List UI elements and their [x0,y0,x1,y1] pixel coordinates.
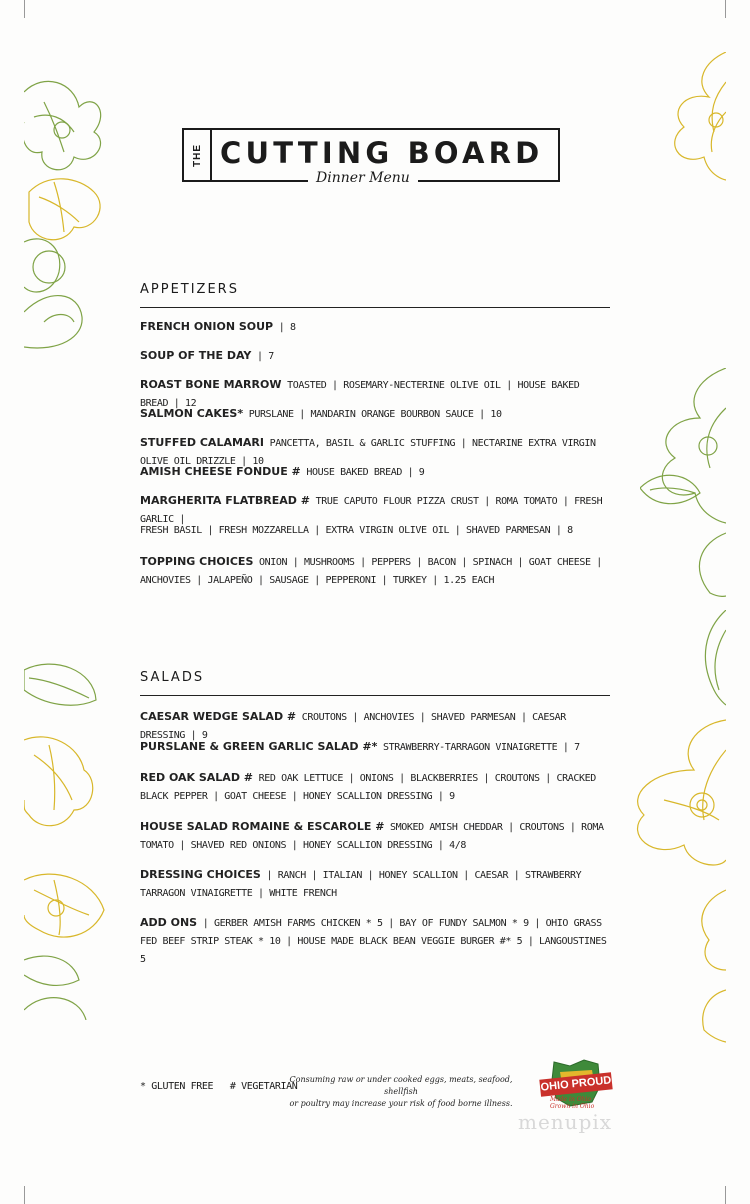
menu-item [140,553,612,590]
item-name: AMISH CHEESE FONDUE # [140,465,301,478]
item-description: TRUE CAPUTO FLOUR PIZZA CRUST | ROMA TOMATO | FRESH GARLIC | [140,496,603,525]
item-description: PURSLANE | MANDARIN ORANGE BOURBON SAUCE | 10 [243,409,502,420]
logo-title: CUTTING BOARD [220,136,544,170]
item-description: HOUSE BAKED BREAD | 9 [300,467,425,478]
item-name: SOUP OF THE DAY [140,349,252,362]
item-name: FRENCH ONION SOUP [140,320,274,333]
floral-right-bottom-illustration [624,610,726,1050]
crop-mark [725,1186,726,1204]
crop-mark [24,0,25,18]
item-description: RED OAK LETTUCE | ONIONS | BLACKBERRIES | CROUTONS | CRACKED BLACK PEPPER | GOAT CHEESE | HONEY SCALLION DRESSING | 9 [140,773,596,802]
badge-label: OHIO PROUD [539,1072,612,1096]
menu-item [140,347,612,366]
crop-mark [24,1186,25,1204]
item-name: STUFFED CALAMARI [140,436,264,449]
item-name: SALMON CAKES* [140,407,244,420]
item-name: ROAST BONE MARROW [140,378,282,391]
salads-heading: SALADS [140,670,205,685]
menu-item [140,738,612,757]
menu-item [140,405,612,424]
item-name: RED OAK SALAD # [140,771,254,784]
menu-item [140,866,612,903]
item-name: CAESAR WEDGE SALAD # [140,710,297,723]
logo-the-label: THE [191,143,203,167]
item-description: | 8 [273,322,296,333]
watermark: menupix [518,1110,613,1134]
item-description: ONION | MUSHROOMS | PEPPERS | BACON | SPINACH | GOAT CHEESE | ANCHOVIES | JALAPEÑO | SAUSAGE | PEPPERONI | TURKEY | 1.25 EACH [140,557,602,586]
menu-item-continued [140,521,612,540]
item-description: STRAWBERRY-TARRAGON VINAIGRETTE | 7 [377,742,580,753]
disclaimer-line: Consuming raw or under cooked eggs, meats, seafood, shellfish [289,1075,513,1096]
menu-item [140,463,612,482]
dietary-legend: * GLUTEN FREE # VEGETARIAN [140,1081,298,1092]
appetizers-divider [140,307,610,308]
menu-item [140,769,612,806]
floral-right-mid-illustration [640,368,726,598]
health-disclaimer [283,1074,519,1110]
badge-subtext: Made in Ohio · Grown in Ohio [550,1096,595,1110]
salads-divider [140,695,610,696]
item-description: PANCETTA, BASIL & GARLIC STUFFING | NECTARINE EXTRA VIRGIN OLIVE OIL DRIZZLE | 10 [140,438,596,467]
ohio-proud-badge [540,1058,612,1108]
item-description: | RANCH | ITALIAN | HONEY SCALLION | CAESAR | STRAWBERRY TARRAGON VINAIGRETTE | WHITE FRENCH [140,870,582,899]
item-description: FRESH BASIL | FRESH MOZZARELLA | EXTRA VIRGIN OLIVE OIL | SHAVED PARMESAN | 8 [140,525,573,536]
menu-item [140,318,612,337]
floral-left-bottom-illustration [24,660,110,1020]
item-name: MARGHERITA FLATBREAD # [140,494,310,507]
floral-left-top-illustration [24,72,110,352]
crop-mark [725,0,726,18]
item-description: | GERBER AMISH FARMS CHICKEN * 5 | BAY OF FUNDY SALMON * 9 | OHIO GRASS FED BEEF STRIP STEAK * 10 | HOUSE MADE BLACK BEAN VEGGIE BURGER #* 5 | LANGOUSTINES 5 [140,918,607,965]
brand-logo [182,128,560,186]
menu-subtitle: Dinner Menu [308,170,418,186]
item-description: CROUTONS | ANCHOVIES | SHAVED PARMESAN | CAESAR DRESSING | 9 [140,712,566,741]
item-description: | 7 [251,351,274,362]
item-description: SMOKED AMISH CHEDDAR | CROUTONS | ROMA TOMATO | SHAVED RED ONIONS | HONEY SCALLION DRESSING | 4/8 [140,822,604,851]
menu-item [140,914,612,969]
item-name: PURSLANE & GREEN GARLIC SALAD #* [140,740,378,753]
item-name: TOPPING CHOICES [140,555,254,568]
menu-item [140,818,612,855]
item-name: HOUSE SALAD ROMAINE & ESCAROLE # [140,820,385,833]
item-name: DRESSING CHOICES [140,868,261,881]
item-description: TOASTED | ROSEMARY-NECTERINE OLIVE OIL | HOUSE BAKED BREAD | 12 [140,380,580,409]
appetizers-heading: APPETIZERS [140,282,239,297]
item-name: ADD ONS [140,916,198,929]
disclaimer-line: or poultry may increase your risk of food borne illness. [289,1099,513,1108]
floral-right-top-illustration [664,52,726,182]
logo-the-block [184,130,212,180]
